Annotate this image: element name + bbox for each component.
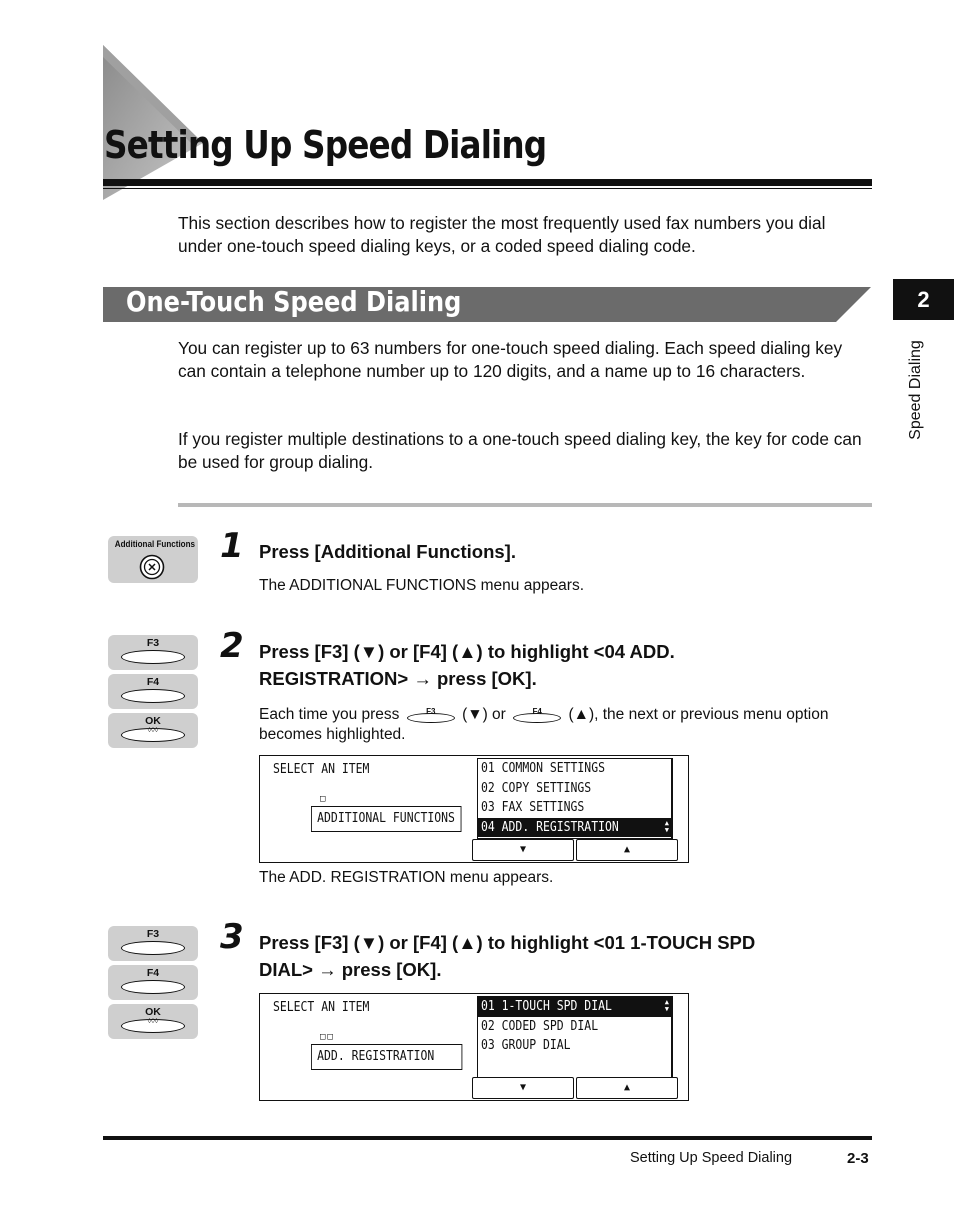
lcd-menu-item-selected[interactable]: 01 1-TOUCH SPD DIAL ▲ ▼ xyxy=(478,997,671,1017)
f3-key xyxy=(108,635,198,670)
step-2-title-line-2: REGISTRATION> → press [OK]. xyxy=(259,668,537,689)
lcd-down-button[interactable]: ▼ xyxy=(472,1077,574,1099)
inline-f4-key xyxy=(512,704,562,724)
step-1-title: Press [Additional Functions]. xyxy=(259,541,516,562)
step-2-note-text-b: (▼) or xyxy=(462,706,506,723)
lcd-prompt: SELECT AN ITEM xyxy=(273,762,370,777)
title-rule-thin xyxy=(103,188,872,189)
ok-key-label: OK xyxy=(145,1006,161,1018)
lcd-up-button[interactable]: ▲ xyxy=(576,1077,678,1099)
f3-key-label: F3 xyxy=(146,928,160,940)
inline-f4-oval xyxy=(513,713,561,723)
f4-key-label: F4 xyxy=(146,676,160,688)
step-3-title xyxy=(259,929,869,983)
footer-rule xyxy=(103,1136,872,1140)
chapter-side-label: Speed Dialing xyxy=(907,340,924,440)
ok-key-oval xyxy=(121,1019,185,1033)
f3-key xyxy=(108,926,198,961)
lcd-menu-list xyxy=(477,996,673,1077)
step-2-note-text-a: Each time you press xyxy=(259,706,400,723)
intro-paragraph: This section describes how to register the most frequently used fax numbers you dial under one-touch speed dialing keys, or a coded speed dialing code. xyxy=(178,213,826,256)
f4-key xyxy=(108,674,198,709)
f3-key-oval xyxy=(121,941,185,955)
additional-functions-key xyxy=(108,536,198,583)
step-2-note-text-c: (▲), the next or previous menu option xyxy=(568,706,829,723)
lcd-down-button[interactable]: ▼ xyxy=(472,839,574,861)
lcd-prompt: SELECT AN ITEM xyxy=(273,1000,370,1015)
f3-key-label: F3 xyxy=(146,637,160,649)
scroll-updown-icon: ▲ ▼ xyxy=(664,818,669,834)
step-1-number: 1 xyxy=(220,526,244,566)
step-2-after-note: The ADD. REGISTRATION menu appears. xyxy=(259,869,554,886)
lcd-menu-name: ADD. REGISTRATION xyxy=(311,1044,462,1070)
footer-section-title: Setting Up Speed Dialing xyxy=(630,1150,793,1166)
lcd-menu-item[interactable]: 03 GROUP DIAL xyxy=(481,1038,571,1053)
chapter-tab: 2 xyxy=(893,279,954,320)
step-2-title-line-1: Press [F3] (▼) or [F4] (▲) to highlight <04 ADD. xyxy=(259,641,675,662)
title-rule xyxy=(103,179,872,186)
f4-key xyxy=(108,965,198,1000)
step-1-note: The ADDITIONAL FUNCTIONS menu appears. xyxy=(259,577,585,594)
ok-key xyxy=(108,1004,198,1039)
lcd-level-indicator: □□ xyxy=(320,1032,335,1042)
section-title: One-Touch Speed Dialing xyxy=(126,285,462,318)
lcd-up-button[interactable]: ▲ xyxy=(576,839,678,861)
page-title: Setting Up Speed Dialing xyxy=(104,123,547,167)
lcd-menu-item[interactable]: 01 COMMON SETTINGS xyxy=(481,761,605,776)
lcd-menu-item-selected[interactable]: 04 ADD. REGISTRATION ▲ ▼ xyxy=(478,818,671,838)
inline-f3-label: F3 xyxy=(426,707,436,716)
step-2-title xyxy=(259,638,869,692)
lcd-menu-name: ADDITIONAL FUNCTIONS xyxy=(311,806,461,832)
step-3-title-line-1: Press [F3] (▼) or [F4] (▲) to highlight <01 1-TOUCH SPD xyxy=(259,932,756,953)
inline-f4-label: F4 xyxy=(532,707,542,716)
scroll-updown-icon: ▲ ▼ xyxy=(664,998,669,1013)
lcd-menu-item[interactable]: 02 CODED SPD DIAL xyxy=(481,1018,599,1034)
step-2-note-text-d: becomes highlighted. xyxy=(259,726,406,743)
inline-f3-oval xyxy=(407,713,455,723)
additional-functions-key-label: Additional Functions xyxy=(114,539,196,550)
lcd-screen-additional-functions xyxy=(259,755,689,863)
lcd-menu-item[interactable]: 03 FAX SETTINGS xyxy=(481,800,585,815)
page-number: 2-3 xyxy=(847,1150,869,1167)
ok-key xyxy=(108,713,198,748)
step-2-note xyxy=(259,704,871,745)
inline-f3-key xyxy=(406,704,456,724)
lcd-menu-list xyxy=(477,758,673,839)
f4-key-oval xyxy=(121,689,185,703)
section-paragraph-2: If you register multiple destinations to a one-touch speed dialing key, the key for code can be used for group dialing. xyxy=(178,429,862,472)
section-paragraph-1: You can register up to 63 numbers for one-touch speed dialing. Each speed dialing key can contain a telephone number up to 120 digits, and a name up to 16 characters. xyxy=(178,338,843,381)
f3-key-oval xyxy=(121,650,185,664)
ok-key-oval xyxy=(121,728,185,742)
section-divider xyxy=(178,503,872,507)
lcd-screen-add-registration xyxy=(259,993,689,1101)
step-3-title-line-2: DIAL> → press [OK]. xyxy=(259,959,442,980)
step-2-number: 2 xyxy=(220,626,244,666)
additional-functions-icon xyxy=(139,554,165,580)
f4-key-label: F4 xyxy=(146,967,160,979)
step-3-number: 3 xyxy=(220,917,244,957)
f4-key-oval xyxy=(121,980,185,994)
lcd-menu-item[interactable]: 02 COPY SETTINGS xyxy=(481,780,592,796)
lcd-level-indicator: □ xyxy=(320,794,328,804)
ok-key-label: OK xyxy=(145,715,161,727)
